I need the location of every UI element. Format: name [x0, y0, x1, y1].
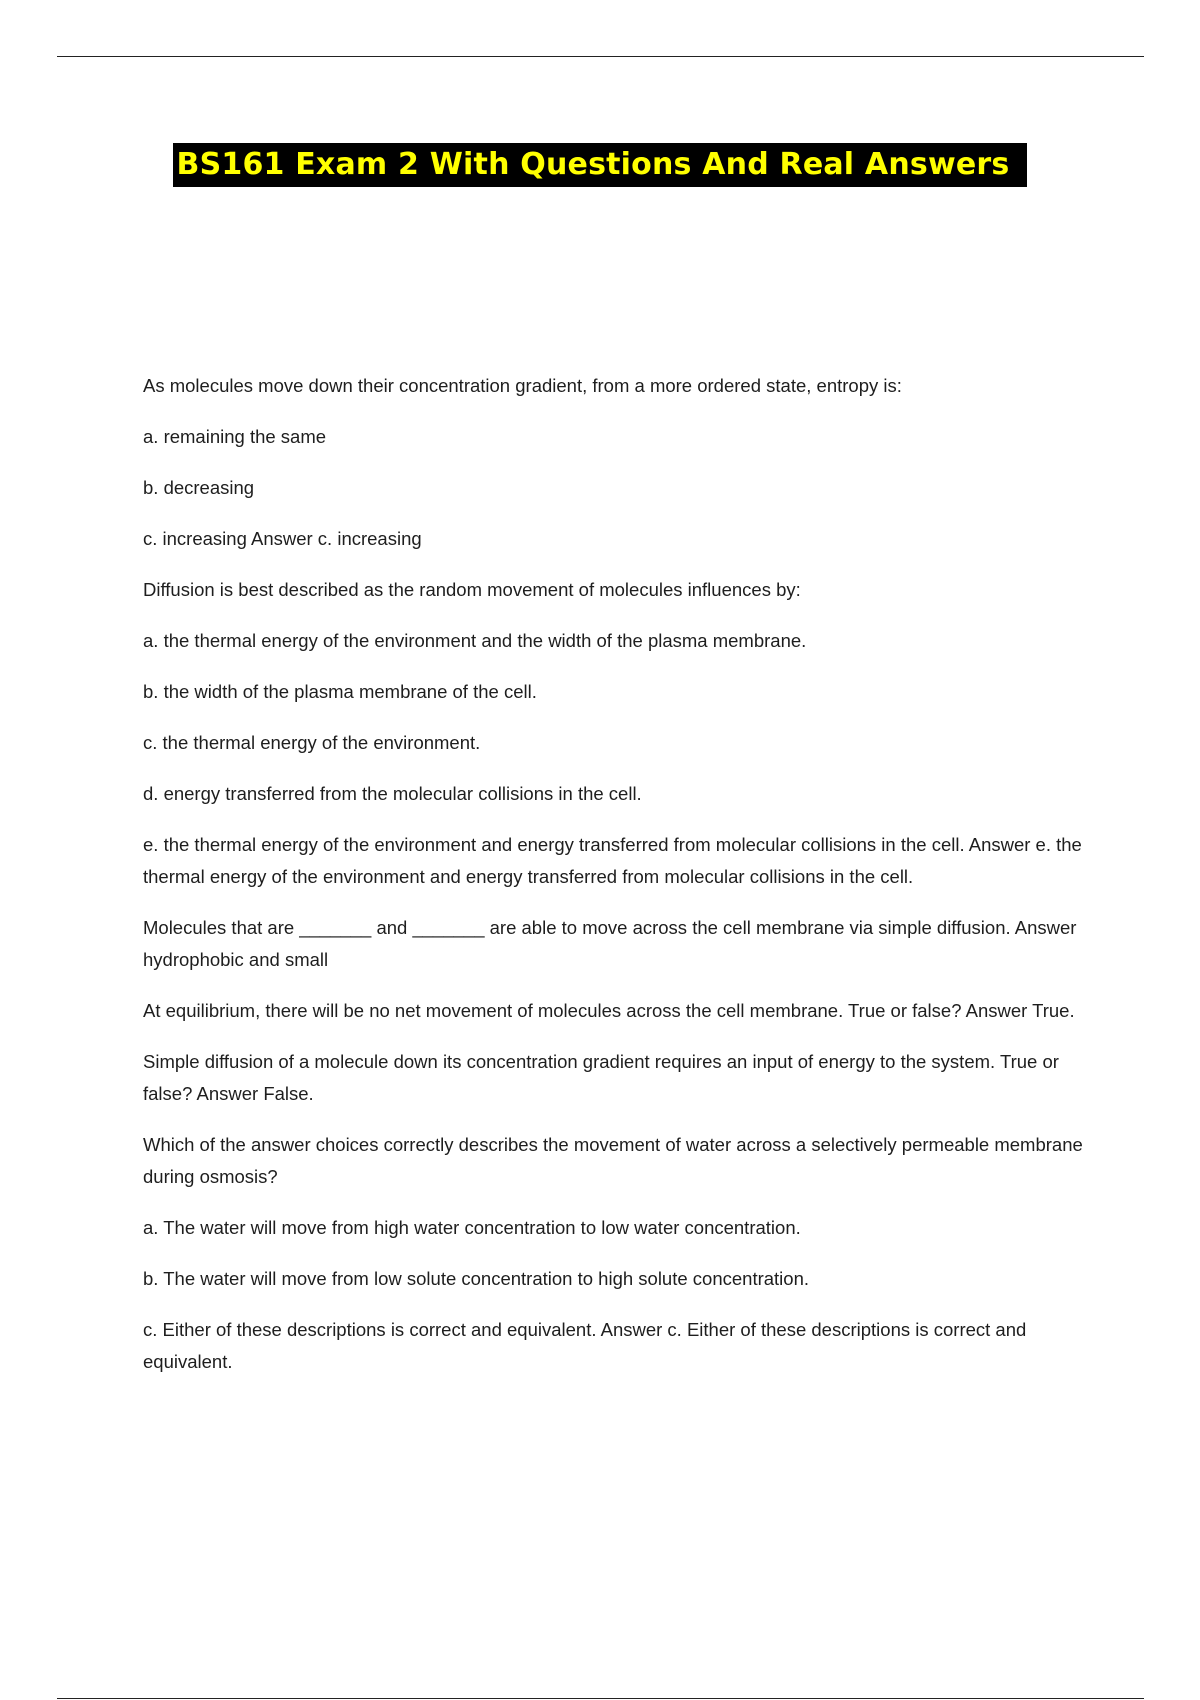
- document-body: [143, 370, 1083, 1397]
- question-2-option-d: d. energy transferred from the molecular collisions in the cell.: [143, 783, 642, 804]
- top-rule: [57, 56, 1144, 57]
- question-2-option-a: a. the thermal energy of the environment and the width of the plasma membrane.: [143, 630, 807, 651]
- question-1-option-a: a. remaining the same: [143, 426, 327, 447]
- question-1-option-c-answer: c. increasing Answer c. increasing: [143, 528, 422, 549]
- question-6-option-b: b. The water will move from low solute concentration to high solute concentration.: [143, 1268, 809, 1289]
- question-2-option-b: b. the width of the plasma membrane of the cell.: [143, 681, 537, 702]
- question-2-option-c: c. the thermal energy of the environment.: [143, 732, 481, 753]
- title-container: [0, 143, 1200, 187]
- question-4-answer: At equilibrium, there will be no net movement of molecules across the cell membrane. True or false? Answer True.: [143, 1000, 1075, 1021]
- document-title: BS161 Exam 2 With Questions And Real Answers: [173, 143, 1028, 187]
- question-6-option-c-answer: c. Either of these descriptions is correct and equivalent. Answer c. Either of these descriptions is correct and equivalent.: [143, 1319, 1027, 1372]
- question-2: Diffusion is best described as the random movement of molecules influences by:: [143, 579, 801, 600]
- bottom-rule: [57, 1698, 1144, 1699]
- question-6-option-a: a. The water will move from high water concentration to low water concentration.: [143, 1217, 801, 1238]
- question-1: As molecules move down their concentration gradient, from a more ordered state, entropy is:: [143, 375, 902, 396]
- question-5-answer: Simple diffusion of a molecule down its concentration gradient requires an input of energy to the system. True or false? Answer False.: [143, 1051, 1059, 1104]
- question-1-option-b: b. decreasing: [143, 477, 255, 498]
- question-2-option-e-answer: e. the thermal energy of the environment and energy transferred from molecular collisions in the cell. Answer e. the thermal energy of the environment and energy transferred from molecular collisions in the cell.: [143, 834, 1082, 887]
- question-3-answer: Molecules that are _______ and _______ are able to move across the cell membrane via simple diffusion. Answer hydrophobic and small: [143, 917, 1077, 970]
- question-6: Which of the answer choices correctly describes the movement of water across a selectively permeable membrane during osmosis?: [143, 1134, 1083, 1187]
